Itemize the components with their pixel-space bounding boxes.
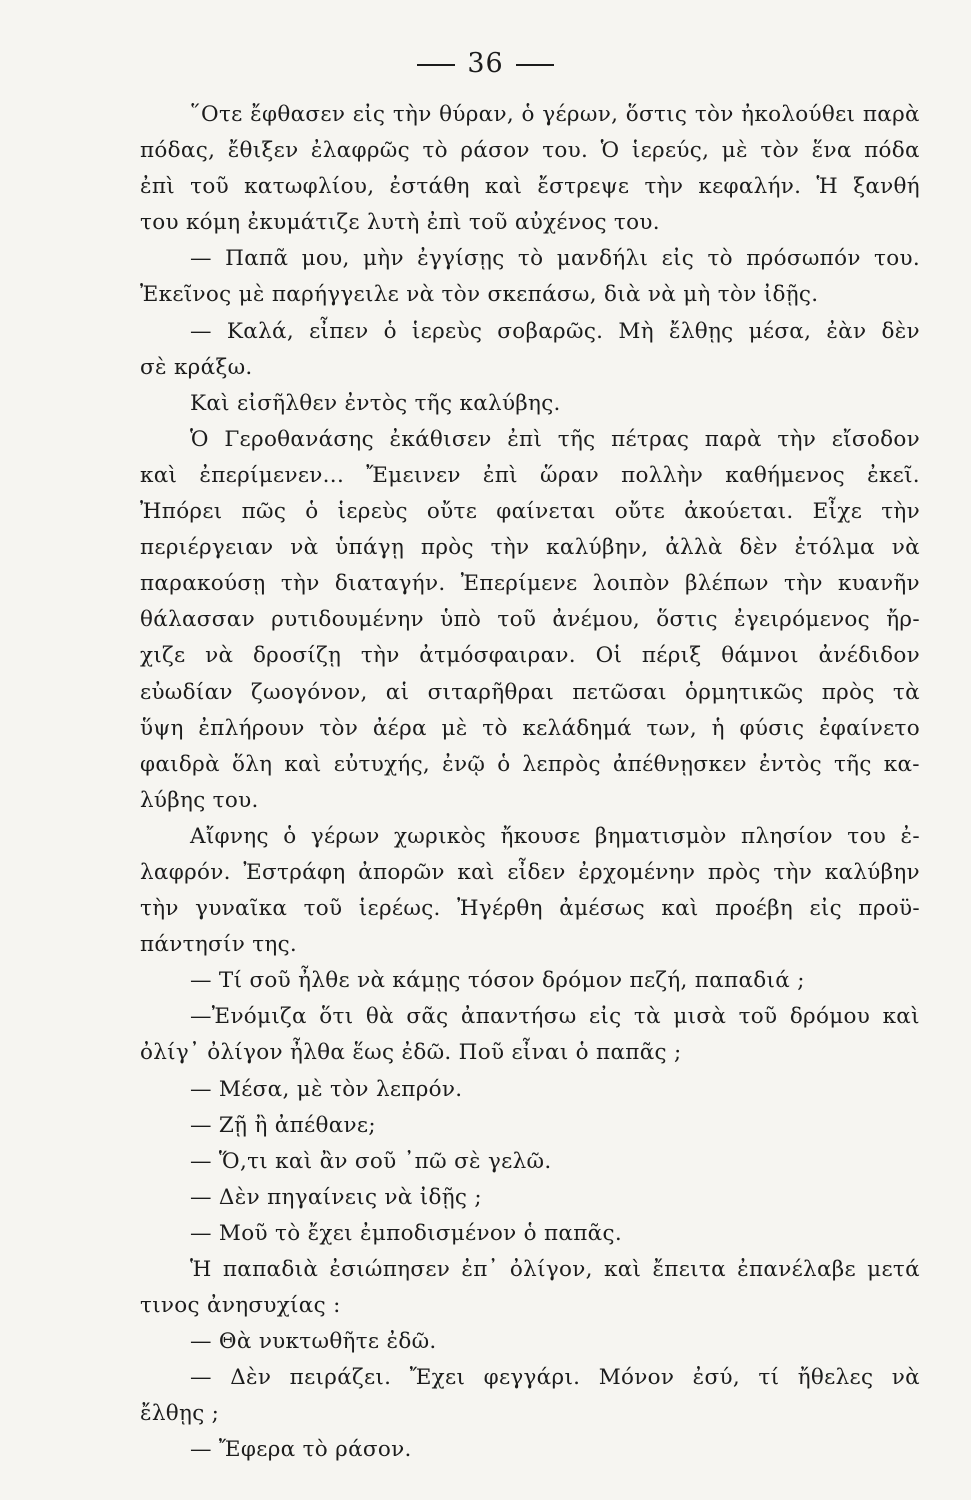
word: ἔστρεψε — [537, 174, 630, 200]
word: Ὁ — [600, 138, 620, 164]
word: πῶς — [241, 499, 287, 525]
word: καὶ — [457, 859, 495, 885]
word: κυανῆν — [838, 571, 920, 597]
word: θύραν, — [439, 102, 514, 127]
word: ἐσιώπησεν — [329, 1257, 451, 1282]
word: τὴν — [280, 571, 320, 597]
word: σᾶς — [406, 1004, 449, 1030]
word: ἔπειτα — [652, 1257, 726, 1282]
text-line — [140, 535, 920, 571]
word: φεγγάρι. — [483, 1365, 581, 1391]
word: τὴν — [360, 643, 400, 669]
word: τὴν — [490, 535, 530, 561]
word: μανδήλι — [556, 246, 649, 272]
word: τὰ — [633, 1004, 661, 1030]
word: ὑπάγῃ — [335, 535, 405, 561]
left-dash-rule — [417, 64, 455, 66]
word: Μὴ — [618, 318, 654, 344]
word: των, — [646, 715, 698, 741]
word: Δὲν — [230, 1365, 272, 1391]
word: Ἡ — [816, 174, 839, 200]
word: λοιπὸν — [592, 571, 670, 597]
text-line: λύβης του. — [140, 787, 259, 813]
word: ἤρ- — [886, 607, 920, 633]
word: κα- — [883, 751, 920, 777]
word: ῞Οτε — [190, 102, 243, 127]
word: μὲ — [721, 138, 748, 164]
word: Ἔμεινεν — [366, 462, 461, 488]
word: δρόμου — [789, 1004, 871, 1030]
word: τὸ — [707, 246, 733, 272]
word: του — [847, 823, 887, 849]
word: ἀπέθνῃσκεν — [612, 751, 747, 777]
word: ρυτιδουμένην — [271, 607, 424, 633]
word: τοῦ — [303, 896, 343, 922]
word: κεφαλήν. — [698, 174, 802, 200]
text-line: — Μοῦ τὸ ἔχει ἐμποδισμένον ὁ παπᾶς. — [190, 1220, 622, 1246]
word: Ἐπερίμενε — [460, 571, 578, 597]
right-dash-rule — [516, 64, 554, 66]
word: —Ἐνόμιζα — [190, 1004, 307, 1030]
word: θὰ — [365, 1004, 394, 1030]
word: ἐκάθισεν — [389, 426, 492, 452]
text-line — [140, 174, 920, 210]
word: τὸν — [694, 102, 734, 127]
word: ἀμέσως — [559, 896, 645, 922]
text-line — [140, 824, 920, 860]
word: ἀέρα — [372, 715, 427, 741]
word: ἀνέμου, — [552, 607, 641, 633]
word: καὶ — [284, 751, 322, 777]
text-line — [140, 246, 920, 282]
word: ὀλίγον, — [509, 1257, 593, 1282]
text-line — [140, 571, 920, 607]
word: πολλὴν — [621, 462, 704, 488]
word: καλύβην — [824, 859, 920, 885]
word: γέρων, — [542, 102, 619, 127]
word: χωρικὸς — [393, 823, 487, 849]
word: τὴν — [773, 859, 813, 885]
body-text — [140, 102, 920, 1474]
word: ὁ — [497, 751, 511, 777]
text-line: Ἐκεῖνος μὲ παρήγγειλε νὰ τὸν σκεπάσω, διὰ νὰ μὴ τὸν ἰδῇς. — [140, 282, 819, 308]
text-line: ἔλθῃς ; — [140, 1401, 220, 1427]
word: θάλασσαν — [140, 607, 255, 633]
text-line — [140, 607, 920, 643]
word: τὴν — [777, 426, 817, 452]
word: ἐπὶ — [482, 462, 518, 488]
word: ἐσύ, — [692, 1365, 740, 1391]
text-line — [140, 860, 920, 896]
word: τὴν — [881, 499, 920, 525]
word: μέσα, — [748, 318, 812, 344]
word: ἱερεύς, — [631, 138, 710, 164]
word: διαταγήν. — [334, 571, 446, 597]
word: οὔτε — [426, 499, 478, 525]
word: παρακούσῃ — [140, 571, 266, 597]
text-line — [140, 680, 920, 716]
word: λεπρὸς — [522, 751, 601, 777]
word: πέριξ — [641, 643, 702, 669]
word: ἐγειρόμενος — [734, 607, 871, 633]
word: τῆς — [833, 751, 872, 777]
word: ἡ — [711, 715, 725, 741]
text-line — [140, 716, 920, 752]
word: ὁ — [521, 102, 535, 127]
word: φαίνεται — [496, 499, 596, 525]
word: τὸ — [422, 138, 448, 164]
word: σοβαρῶς. — [497, 318, 604, 344]
word: — — [190, 246, 212, 272]
word: πρὸς — [707, 859, 761, 885]
word: ράσον — [460, 138, 530, 164]
word: ἐκεῖ. — [867, 462, 920, 488]
word: κελάδημά — [522, 715, 632, 741]
text-line: τινος ἀνησυχίας : — [140, 1293, 341, 1319]
word: ἐλαφρῶς — [310, 138, 410, 164]
word: λαφρόν. — [140, 859, 231, 885]
word: πειράζει. — [289, 1365, 392, 1391]
text-line — [140, 463, 920, 499]
text-line: — Ἔφερα τὸ ράσον. — [190, 1437, 412, 1463]
word: ἐστάθη — [389, 174, 470, 200]
word: δροσίζῃ — [252, 643, 342, 669]
word: ἤθελες — [797, 1365, 874, 1391]
word: ἐπανέλαβε — [737, 1257, 856, 1282]
word: ἐ- — [900, 823, 920, 849]
text-line — [140, 499, 920, 535]
word: παρὰ — [862, 102, 920, 127]
word: τὴν — [392, 102, 432, 127]
word: ἔφθασεν — [250, 102, 346, 127]
word: καὶ — [661, 896, 699, 922]
word: αἱ — [385, 679, 410, 705]
word: ὅστις — [625, 102, 688, 127]
word: ὁ — [305, 499, 319, 525]
word: του. — [874, 246, 920, 272]
word: τὸν — [319, 715, 359, 741]
text-line: Καὶ εἰσῆλθεν ἐντὸς τῆς καλύβης. — [190, 390, 561, 416]
word: εἶπεν — [309, 318, 369, 344]
word: Ἡ — [190, 1257, 212, 1282]
text-line — [140, 643, 920, 679]
word: καὶ — [603, 1257, 642, 1282]
word: ἐπὶ — [507, 426, 543, 452]
word: ἐπὶ — [140, 174, 175, 200]
word: παπαδιὰ — [222, 1257, 319, 1282]
word: εὐτυχής, — [333, 751, 431, 777]
word: ἱερεὺς — [411, 318, 483, 344]
word: ἔθιξεν — [227, 138, 299, 164]
word: δὲν — [881, 318, 920, 344]
word: ὥραν — [540, 462, 599, 488]
word: ἐπερίμενεν... — [199, 462, 345, 488]
word: νὰ — [290, 535, 319, 561]
word: Οἱ — [595, 643, 623, 669]
word: οὔτε — [614, 499, 666, 525]
text-line: ὀλίγ᾿ ὀλίγον ἦλθα ἕως ἐδῶ. Ποῦ εἶναι ὁ παπᾶς ; — [140, 1040, 682, 1066]
word: Γεροθανάσης — [224, 426, 374, 452]
word: φύσις — [739, 715, 805, 741]
word: ἐφαίνετο — [818, 715, 920, 741]
word: φαιδρὰ — [140, 751, 220, 777]
word: ὁ — [383, 318, 397, 344]
word: ὕψη — [140, 715, 184, 741]
word: ὅλη — [231, 751, 273, 777]
word: ὁρμητικῶς — [685, 679, 804, 705]
word: ὅτι — [319, 1004, 354, 1030]
word: τὰ — [892, 679, 920, 705]
word: τὸν — [760, 138, 800, 164]
word: ἐὰν — [826, 318, 867, 344]
word: πρόσωπόν — [746, 246, 861, 272]
word: τὴν — [140, 896, 179, 922]
word: ἐρχομένην — [578, 859, 696, 885]
word: καλύβην, — [546, 535, 649, 561]
word: Ἔχει — [409, 1365, 466, 1391]
word: ἔλθῃς — [668, 318, 734, 344]
word: εὐωδίαν — [140, 679, 233, 705]
word: γυναῖκα — [195, 896, 288, 922]
word: ἐνῷ — [442, 751, 486, 777]
text-line — [140, 1004, 920, 1040]
word: ἀνέδιδον — [818, 643, 920, 669]
word: μετά — [867, 1257, 920, 1282]
word: μισὰ — [673, 1004, 727, 1030]
word: νὰ — [205, 643, 234, 669]
word: ξανθή — [853, 174, 920, 200]
word: εἰς — [809, 896, 842, 922]
word: Μόνον — [598, 1365, 675, 1391]
word: ἀπορῶν — [358, 859, 445, 885]
word: εἶδεν — [507, 859, 566, 885]
word: τοῦ — [738, 1004, 778, 1030]
word: νὰ — [891, 535, 920, 561]
word: προέβη — [715, 896, 794, 922]
word: Ἠγέρθη — [457, 896, 543, 922]
word: θάμνοι — [721, 643, 799, 669]
word: σιταρῆθραι — [427, 679, 555, 705]
word: ὑπὸ — [440, 607, 482, 633]
word: Παπᾶ — [225, 246, 289, 272]
word: εἰς — [661, 246, 695, 272]
text-line: — Θὰ νυκτωθῆτε ἐδῶ. — [190, 1329, 437, 1355]
word: βηματισμὸν — [594, 823, 727, 849]
word: τὸ — [482, 715, 508, 741]
word: ἐτόλμα — [794, 535, 875, 561]
word: καθήμενος — [725, 462, 845, 488]
word: τῆς — [557, 426, 596, 452]
word: του. — [542, 138, 589, 164]
word: Ἐστράφη — [243, 859, 346, 885]
text-line: πάντησίν της. — [140, 932, 298, 958]
word: — — [190, 1365, 212, 1391]
word: δὲν — [739, 535, 778, 561]
word: καὶ — [140, 462, 178, 488]
text-line — [140, 1365, 920, 1401]
word: πόδας, — [140, 138, 216, 164]
word: βλέπων — [685, 571, 769, 597]
word: ἀκούεται. — [684, 499, 794, 525]
word: ἐγγίσῃς — [417, 246, 505, 272]
text-line: — Ὅ,τι καὶ ἂν σοῦ ᾿πῶ σὲ γελῶ. — [190, 1148, 552, 1174]
word: ἀλλὰ — [665, 535, 723, 561]
word: ὅστις — [656, 607, 718, 633]
word: ἕνα — [811, 138, 852, 164]
text-line: — Δὲν πηγαίνεις νὰ ἰδῇς ; — [190, 1184, 482, 1210]
word: περιέργειαν — [140, 535, 274, 561]
text-line — [140, 427, 920, 463]
word: τὴν — [784, 571, 823, 597]
word: ἠκολούθει — [741, 102, 856, 127]
word: ἱερεὺς — [337, 499, 408, 525]
text-line — [140, 138, 920, 174]
word: ἀπαντήσω — [460, 1004, 577, 1030]
word: πρὸς — [821, 679, 875, 705]
word: τοῦ — [190, 174, 229, 200]
word: τοῦ — [497, 607, 537, 633]
word: ἀτμόσφαιραν. — [419, 643, 576, 669]
word: καὶ — [484, 174, 523, 200]
text-line — [140, 319, 920, 355]
word: πετῶσαι — [572, 679, 667, 705]
text-line — [140, 752, 920, 788]
word: πόδα — [864, 138, 920, 164]
word: εἴσοδον — [831, 426, 920, 452]
text-line: — Ζῇ ἢ ἀπέθανε; — [190, 1112, 376, 1138]
text-line — [140, 102, 920, 138]
word: νὰ — [891, 1365, 920, 1391]
text-line: — Μέσα, μὲ τὸν λεπρόν. — [190, 1076, 463, 1102]
text-line: — Τί σοῦ ἦλθε νὰ κάμῃς τόσον δρόμον πεζή, παπαδιά ; — [190, 968, 805, 994]
word: χιζε — [140, 643, 186, 669]
text-line: του κόμη ἐκυμάτιζε λυτὴ ἐπὶ τοῦ αὐχένος του. — [140, 210, 660, 236]
word: ἐπλήρουν — [198, 715, 305, 741]
word: Ὁ — [190, 426, 209, 452]
word: μὲ — [441, 715, 468, 741]
word: μου, — [301, 246, 350, 272]
word: ἐπ᾿ — [461, 1257, 499, 1282]
word: τὴν — [644, 174, 684, 200]
word: Ἠπόρει — [140, 499, 223, 525]
word: μὴν — [363, 246, 404, 272]
word: τὸ — [517, 246, 544, 272]
word: — — [190, 318, 212, 344]
word: παρὰ — [704, 426, 762, 452]
word: προϋ- — [858, 896, 920, 922]
text-line — [140, 1257, 920, 1293]
word: Καλά, — [226, 318, 294, 344]
word: πλησίον — [741, 823, 833, 849]
word: Εἶχε — [812, 499, 863, 525]
word: πέτρας — [611, 426, 690, 452]
word: ἱερέως. — [358, 896, 441, 922]
word: εἰς — [352, 102, 386, 127]
word: ἐντὸς — [758, 751, 822, 777]
word: ἤκουσε — [500, 823, 581, 849]
word: ὁ — [283, 823, 297, 849]
word: πρὸς — [420, 535, 474, 561]
page-number-header — [0, 48, 971, 79]
word: Αἴφνης — [190, 823, 269, 849]
word: εἰς — [588, 1004, 622, 1030]
word: καὶ — [882, 1004, 920, 1030]
text-line: σὲ κράξω. — [140, 354, 253, 380]
word: ζωογόνον, — [251, 679, 368, 705]
text-line — [140, 896, 920, 932]
word: γέρων — [310, 823, 380, 849]
page-number: 36 — [467, 48, 504, 79]
word: κατωφλίου, — [244, 174, 375, 200]
word: τί — [758, 1365, 780, 1391]
